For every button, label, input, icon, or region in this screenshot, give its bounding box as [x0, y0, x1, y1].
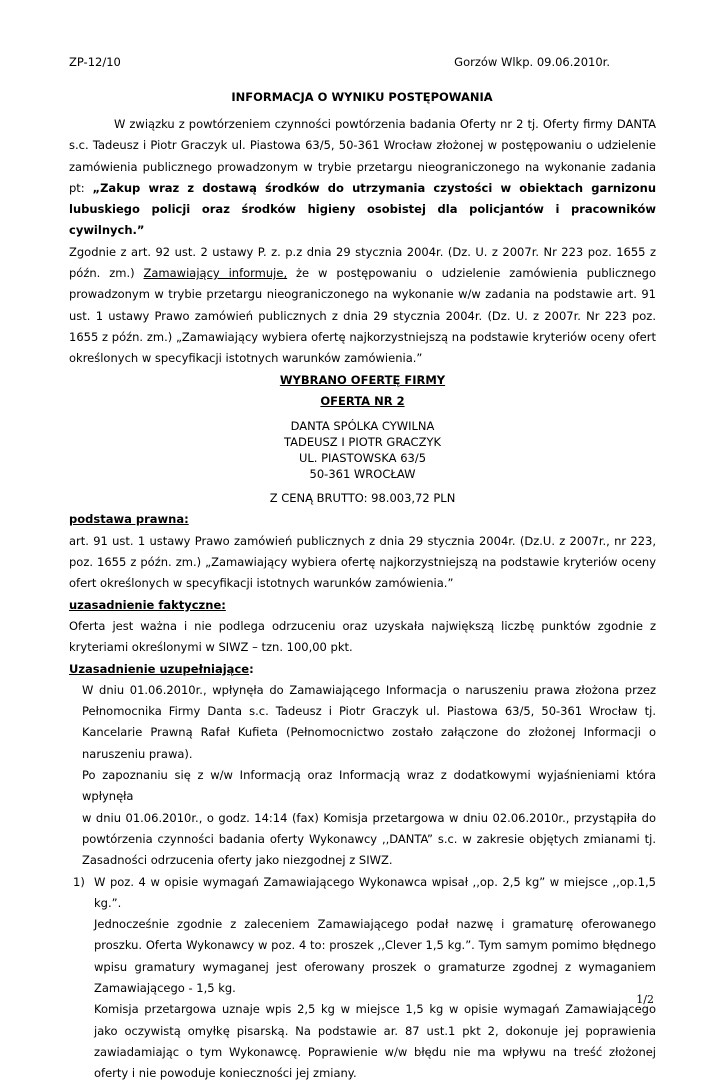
item1-line-a: W poz. 4 w opisie wymagań Zamawiającego Wykonawca wpisał ,,op. 2,5 kg” w miejsce ,,op.1,5 kg.”.	[94, 874, 656, 910]
legal-basis-heading: podstawa prawna:	[69, 512, 189, 527]
informs-phrase: Zamawiający informuje,	[143, 266, 288, 281]
list-number: 1)	[73, 874, 85, 889]
factual-text: Oferta jest ważna i nie podlega odrzuceniu oraz uzyskała największą liczbę punktów zgodnie z kryteriami określonymi w SIWZ – tzn. 100,00 pkt.	[69, 618, 656, 655]
gross-price: Z CENĄ BRUTTO: 98.003,72 PLN	[269, 491, 456, 506]
intro-paragraph	[69, 114, 656, 242]
place-date: Gorzów Wlkp. 09.06.2010r.	[454, 55, 610, 69]
factual-heading: uzasadnienie faktyczne:	[69, 597, 226, 612]
reference-number: ZP-12/10	[69, 55, 121, 69]
supplementary-heading-line	[69, 659, 656, 680]
item1-para-b: Jednocześnie zgodnie z zaleceniem Zamawiającego podał nazwę i gramaturę oferowanego proszku. Oferta Wykonawcy w poz. 4 to: proszek ,,Clever 1,5 kg.”. Tym samym pomimo błędnego wpisu gramatury wymaganej jest oferowany proszek o gramaturze zgodnej z wymaganiem Zamawiającego - 1,5 kg.	[94, 917, 656, 995]
document-body	[69, 114, 656, 1084]
supplementary-p2: Po zapoznaniu się z w/w Informacją oraz Informacją wraz z dodatkowymi wyjaśnieniami która wpłynęła	[82, 768, 656, 804]
legal-pre: Zgodnie z art. 92 ust. 2 ustawy P. z. p.z dnia 29 stycznia 2004r. (Dz. U. z 2007r. Nr 223 poz. 1655 z późn. zm.)	[69, 244, 656, 281]
supplementary-p3: w dniu 01.06.2010r., o godz. 14:14 (fax) Komisja przetargowa w dniu 02.06.2010r., przystąpiła do powtórzenia czynności badania oferty Wykonawcy ,,DANTA” s.c. w zakresie objętych zmianami tj. Zasadności odrzucenia oferty jako niezgodnej z SIWZ.	[82, 810, 656, 868]
selected-heading: WYBRANO OFERTĘ FIRMY	[279, 372, 446, 387]
document-title: INFORMACJA O WYNIKU POSTĘPOWANIA	[231, 90, 493, 104]
intro-text: W związku z powtórzeniem czynności powtórzenia badania Oferty nr 2 tj. Oferty firmy DANTA s.c. Tadeusz i Piotr Graczyk ul. Piastowa 63/5, 50-361 Wrocław złożonej w postępowaniu o udzielenie zamówienia publicznego prowadzonym w trybie przetargu nieograniczonego na wykonanie zadania pt:	[69, 117, 656, 195]
offer-number: OFERTA NR 2	[320, 393, 405, 408]
supplementary-p1: W dniu 01.06.2010r., wpłynęła do Zamawiającego Informacja o naruszeniu prawa złożona przez Pełnomocnika Firmy Danta s.c. Tadeusz i Piotr Graczyk ul. Piastowa 63/5, 50-361 Wrocław tj. Kancelarie Prawną Rafał Kufieta (Pełnomocnictwo zostało załączone do złożonej Informacji o naruszeniu prawa).	[82, 682, 656, 761]
contract-subject: „Zakup wraz z dostawą środków do utrzymania czystości w obiektach garnizonu lubuskiego policji oraz środków higieny osobistej dla policjantów i pracowników cywilnych.”	[69, 180, 657, 238]
address-line: UL. PIASTOWSKA 63/5	[298, 451, 427, 466]
winner-address	[69, 418, 656, 482]
legal-post: że w postępowaniu o udzielenie zamówienia publicznego prowadzonym w trybie przetargu nieograniczonego na wykonanie w/w zadania na podstawie art. 91 ust. 1 ustawy Prawo zamówień publicznych z dnia 29 stycznia 2004r. (Dz. U. z 2007r. Nr 223 poz. 1655 z późn. zm.) „Zamawiający wybiera ofertę najkorzystniejszą na podstawie kryteriów oceny ofert określonych w specyfikacji istotnych warunków zamówienia.”	[69, 266, 657, 366]
heading-colon: :	[249, 661, 254, 676]
legal-paragraph	[69, 242, 656, 370]
page-number: 1/2	[636, 993, 654, 1006]
supplementary-heading: Uzasadnienie uzupełniające	[69, 661, 250, 676]
address-line: DANTA SPÓLKA CYWILNA	[290, 419, 435, 434]
item1-para-c: Komisja przetargowa uznaje wpis 2,5 kg w miejsce 1,5 kg w opisie wymagań Zamawiającego jako oczywistą omyłkę pisarską. Na podstawie ar. 87 ust.1 pkt 2, dokonuje jej poprawienia zawiadamiając o tym Wykonawcę. Poprawienie w/w błędu nie ma wpływu na treść złożonej oferty i nie powoduje konieczności jej zmiany.	[94, 1002, 656, 1081]
address-line: 50-361 WROCŁAW	[309, 467, 416, 482]
legal-basis-text: art. 91 ust. 1 ustawy Prawo zamówień publicznych z dnia 29 stycznia 2004r. (Dz.U. z 2007r., nr 223, poz. 1655 z późn. zm.) „Zamawiający wybiera ofertę najkorzystniejszą na podstawie kryteriów oceny ofert określonych w specyfikacji istotnych warunków zamówienia.”	[69, 533, 656, 591]
address-line: TADEUSZ I PIOTR GRACZYK	[283, 435, 442, 450]
list-item-1	[69, 872, 656, 915]
